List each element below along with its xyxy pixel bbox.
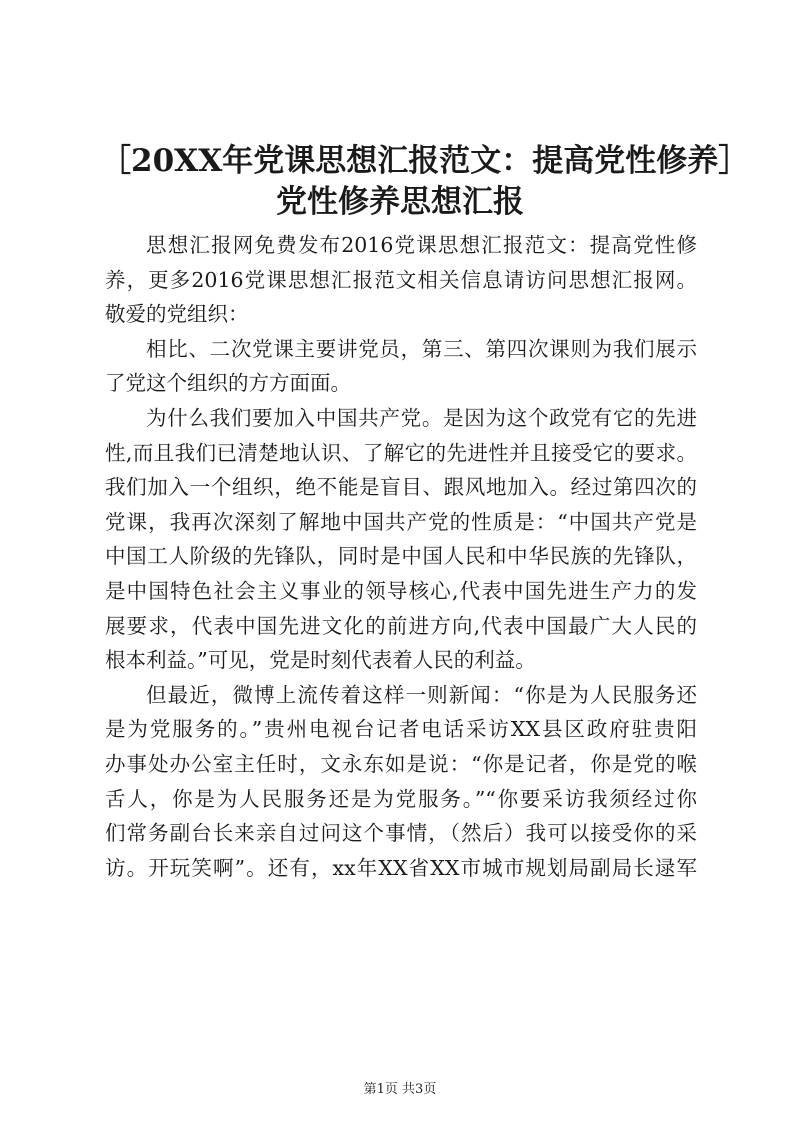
- body-line: 为什么我们要加入中国共产党。是因为这个政党有它的先进: [146, 405, 697, 430]
- document-title-line-1: ［20XX年党课思想汇报范文：提高党性修养］: [100, 143, 750, 179]
- body-line: 敬爱的党组织：: [105, 302, 249, 327]
- body-line: 中国工人阶级的先锋队，同时是中国人民和中华民族的先锋队，: [105, 544, 697, 569]
- body-line: 了党这个组织的方方面面。: [105, 371, 351, 396]
- body-line: 但最近，微博上流传着这样一则新闻：“你是为人民服务还: [146, 682, 697, 707]
- body-line: 访。开玩笑啊”。还有，xx年XX省XX市城市规划局副局长逯军: [105, 855, 697, 880]
- body-line: 们常务副台长来亲自过问这个事情，（然后）我可以接受你的采: [105, 821, 697, 846]
- body-line: 展要求，代表中国先进文化的前进方向,代表中国最广大人民的: [105, 613, 697, 638]
- body-line: 性,而且我们已清楚地认识、了解它的先进性并且接受它的要求。: [105, 440, 697, 465]
- body-line: 办事处办公室主任时，文永东如是说：“你是记者，你是党的喉: [105, 751, 697, 776]
- document-body: [105, 228, 697, 885]
- body-line: 是中国特色社会主义事业的领导核心,代表中国先进生产力的发: [105, 578, 697, 603]
- body-line: 我们加入一个组织，绝不能是盲目、跟风地加入。经过第四次的: [105, 475, 697, 500]
- body-line: 是为党服务的。”贵州电视台记者电话采访XX县区政府驻贵阳: [105, 717, 697, 742]
- body-line: 养，更多2016党课思想汇报范文相关信息请访问思想汇报网。: [105, 267, 697, 292]
- body-line: 舌人，你是为人民服务还是为党服务。”“你要采访我须经过你: [105, 786, 697, 811]
- body-line: 党课，我再次深刻了解地中国共产党的性质是：“中国共产党是: [105, 509, 697, 534]
- body-line: 根本利益。”可见，党是时刻代表着人民的利益。: [105, 648, 536, 673]
- page-number-footer: 第1页 共3页: [363, 1082, 437, 1097]
- body-line: 相比、二次党课主要讲党员，第三、第四次课则为我们展示: [146, 336, 697, 361]
- document-title-line-2: 党性修养思想汇报: [276, 184, 524, 220]
- body-line: 思想汇报网免费发布2016党课思想汇报范文：提高党性修: [146, 233, 697, 257]
